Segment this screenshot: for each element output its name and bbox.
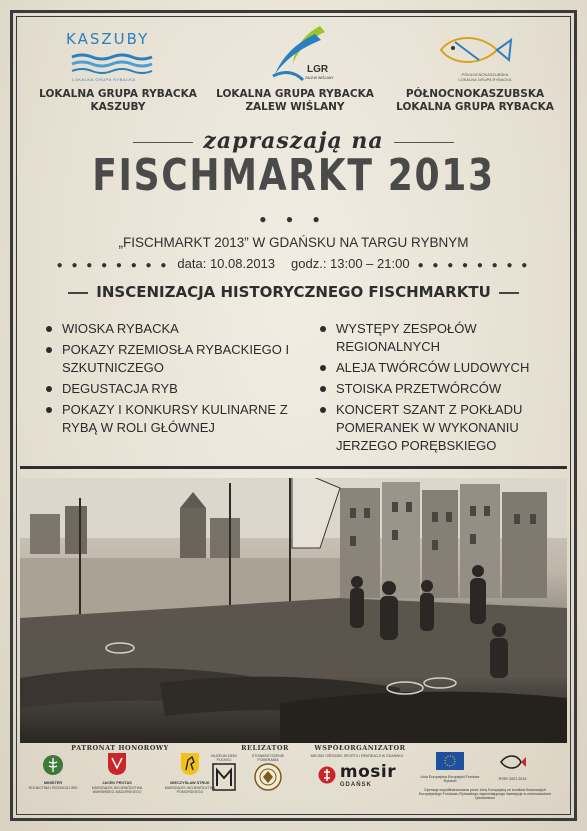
ministry-emblem-icon xyxy=(42,754,64,776)
divider-rule xyxy=(499,292,519,294)
patron-name: MINISTER xyxy=(43,781,63,785)
association-seal-icon xyxy=(253,762,283,792)
event-date: data: 10.08.2013 xyxy=(177,256,276,271)
divider-rule xyxy=(394,142,454,143)
lgr-logo-text: LGR xyxy=(307,64,329,75)
organizer-caption-line2: KASZUBY xyxy=(90,101,146,113)
lgr-logo-graphic xyxy=(205,22,385,88)
organizer-caption-line2: LOKALNA GRUPA RYBACKA xyxy=(396,101,554,113)
coat-of-arms-icon xyxy=(107,752,127,776)
events-list-right xyxy=(318,320,558,458)
eu-funding-note xyxy=(415,788,555,801)
list-item: WYSTĘPY ZESPOŁÓW REGIONALNYCH xyxy=(318,320,558,356)
lgr-logo-subtext: ZALEW WIŚLANY xyxy=(305,76,334,80)
event-subtitle xyxy=(0,283,587,301)
divider-rule xyxy=(68,292,88,294)
event-title: FISCHMARKT 2013 xyxy=(92,150,495,201)
list-item: KONCERT SZANT Z POKŁADU POMERANEK W WYKONANIU JERZEGO PORĘBSKIEGO xyxy=(318,401,558,455)
organizer-logos xyxy=(20,22,567,122)
plgr-logo-graphic xyxy=(385,22,565,88)
waves-icon xyxy=(70,52,160,76)
patron-warminsko-mazurskie xyxy=(82,752,152,794)
fish-swoosh-icon xyxy=(265,24,335,84)
realizator-group xyxy=(230,744,300,752)
organizer-caption-line2: ZALEW WIŚLANY xyxy=(245,101,345,113)
historic-harbor-photo xyxy=(20,478,567,743)
realizator-muzeum xyxy=(208,754,240,797)
divider-rule xyxy=(133,142,193,143)
list-item: ALEJA TWÓRCÓW LUDOWYCH xyxy=(318,359,558,377)
organizer-caption-line1: LOKALNA GRUPA RYBACKA xyxy=(216,88,374,100)
gdansk-crest-icon xyxy=(318,766,336,784)
realizator-stowarzyszenie xyxy=(248,754,288,797)
dotted-rule: ● ● ● ● ● ● ● ● xyxy=(417,260,531,271)
realizator-name: MUZEUM ZIEMI PUCKIEJ xyxy=(211,754,237,762)
mosir-caption: MIEJSKI OŚRODEK SPORTU I REKREACJI W GDAŃSKU xyxy=(310,754,404,758)
eu-flag-icon xyxy=(436,752,464,770)
patron-name: JACEK PROTAS xyxy=(102,781,132,785)
fish-logo-icon xyxy=(499,752,527,772)
fish-outline-icon xyxy=(435,30,515,70)
list-item: DEGUSTACJA RYB xyxy=(44,380,294,398)
list-item: WIOSKA RYBACKA xyxy=(44,320,294,338)
mosir-city-text: GDAŃSK xyxy=(339,782,372,788)
ryby-label: RYBY 2007-2013 xyxy=(498,777,527,781)
wspolorganizator-title: WSPÓŁORGANIZATOR xyxy=(314,744,406,752)
patronat-group xyxy=(60,744,180,752)
patronat-title: PATRONAT HONOROWY xyxy=(71,744,169,752)
photo-top-rule xyxy=(20,466,567,469)
list-item: STOISKA PRZETWÓRCÓW xyxy=(318,380,558,398)
realizator-title: RELIZATOR xyxy=(241,744,289,752)
museum-logo-icon xyxy=(211,762,237,792)
eu-caption: Unia Europejska Europejski Fundusz Rybacki xyxy=(420,775,480,784)
sponsors-footer xyxy=(20,742,567,817)
mosir-logo-text: mosir xyxy=(339,762,397,782)
logo-kaszuby xyxy=(28,22,208,114)
griffin-emblem-icon xyxy=(180,752,200,776)
dotted-rule: ● ● ● ● ● ● ● ● xyxy=(56,260,170,271)
ryby-logo xyxy=(490,752,535,781)
kaszuby-logo-text: KASZUBY xyxy=(66,30,150,48)
list-item: POKAZY I KONKURSY KULINARNE Z RYBĄ W ROLI GŁÓWNEJ xyxy=(44,401,294,437)
patron-role: ROLNICTWA I ROZWOJU WSI xyxy=(28,785,78,790)
list-item: POKAZY RZEMIOSŁA RYBACKIEGO I SZKUTNICZEGO xyxy=(44,341,294,377)
realizator-name: STOWARZYSZENIE POMERANIA xyxy=(251,754,285,762)
co-organizer-mosir xyxy=(302,754,412,788)
event-location: „FISCHMARKT 2013” W GDAŃSKU NA TARGU RYBNYM xyxy=(118,235,469,250)
eu-logo xyxy=(420,752,480,783)
eu-funding-text: Operacja współfinansowana przez Unię Europejską ze środków finansowych Europejskiego Funduszu Rybackiego zapewniającego inwestycje w zrównoważone rybołówstwo xyxy=(418,788,552,801)
subtitle-text: INSCENIZACJA HISTORYCZNEGO FISCHMARKTU xyxy=(96,283,491,301)
logo-polnocnokaszubska xyxy=(385,22,565,114)
patron-role: MARSZAŁEK WOJEWÓDZTWA POMORSKIEGO xyxy=(164,785,216,794)
organizer-caption-line1: PÓŁNOCNOKASZUBSKA xyxy=(405,88,545,100)
kaszuby-logo-subtext: LOKALNA GRUPA RYBACKA xyxy=(72,77,136,82)
patron-name: MIECZYSŁAW STRUK xyxy=(170,781,210,785)
wspolorganizator-group xyxy=(310,744,410,752)
patron-role: MARSZAŁEK WOJEWÓDZTWA WARMIŃSKO-MAZURSKIEGO xyxy=(91,785,143,794)
kaszuby-logo-graphic xyxy=(28,22,208,88)
date-time-line xyxy=(0,256,587,271)
decorative-dots: ● ● ● xyxy=(259,212,328,226)
invite-text: zapraszają na xyxy=(203,128,384,154)
organizer-caption-line1: LOKALNA GRUPA RYBACKA xyxy=(39,88,197,100)
plgr-logo-text: PÓŁNOCNOKASZUBSKA LOKALNA GRUPA RYBACKA xyxy=(458,72,512,82)
events-list-left xyxy=(44,320,294,440)
event-time: godz.: 13:00 – 21:00 xyxy=(291,256,410,271)
harbor-scene-illustration xyxy=(20,478,567,743)
patron-minister xyxy=(28,754,78,790)
logo-lgr xyxy=(205,22,385,114)
